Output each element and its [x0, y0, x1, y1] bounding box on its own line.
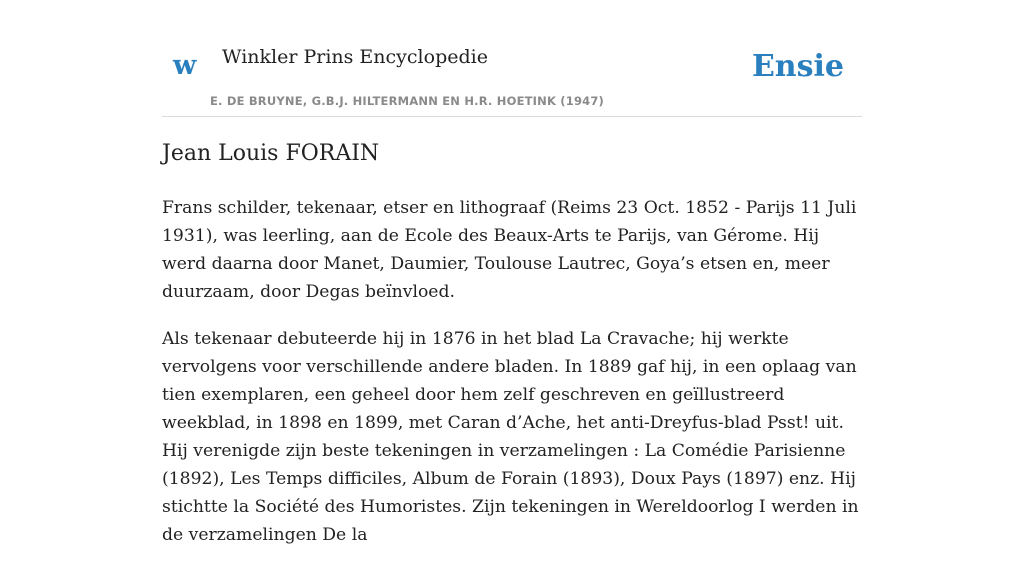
article-paragraph: Frans schilder, tekenaar, etser en lithograaf (Reims 23 Oct. 1852 - Parijs 11 Juli 1931), was leerling, aan de Ecole des Beaux-Arts te Parijs, van Gérome. Hij werd daarna door Manet, Daumier, Toulouse Lautrec, Goya’s etsen en, meer duurzaam, door Degas beïnvloed.: [162, 198, 857, 302]
article-title: Jean Louis FORAIN: [162, 141, 380, 166]
publication-logo[interactable]: w: [173, 50, 197, 81]
publication-title[interactable]: Winkler Prins Encyclopedie: [222, 46, 488, 68]
article-paragraph: Als tekenaar debuteerde hij in 1876 in het blad La Cravache; hij werkte vervolgens voor verschillende andere bladen. In 1889 gaf hij, in een oplaag van tien exemplaren, een geheel door hem zelf geschreven en geïllustreerd weekblad, in 1898 en 1899, met Caran d’Ache, het anti-Dreyfus-blad Psst! uit. Hij verenigde zijn beste tekeningen in verzamelingen : La Comédie Parisienne (1892), Les Temps difficiles, Album de Forain (1893), Doux Pays (1897) enz. Hij stichtte la Société des Humoristes. Zijn tekeningen in Wereldoorlog I werden in de verzamelingen De la: [162, 329, 859, 545]
ensie-logo[interactable]: Ensie: [751, 49, 844, 84]
site-header: [162, 0, 862, 117]
article: [162, 138, 867, 568]
publication-authors: E. DE BRUYNE, G.B.J. HILTERMANN EN H.R. HOETINK (1947): [210, 94, 605, 108]
